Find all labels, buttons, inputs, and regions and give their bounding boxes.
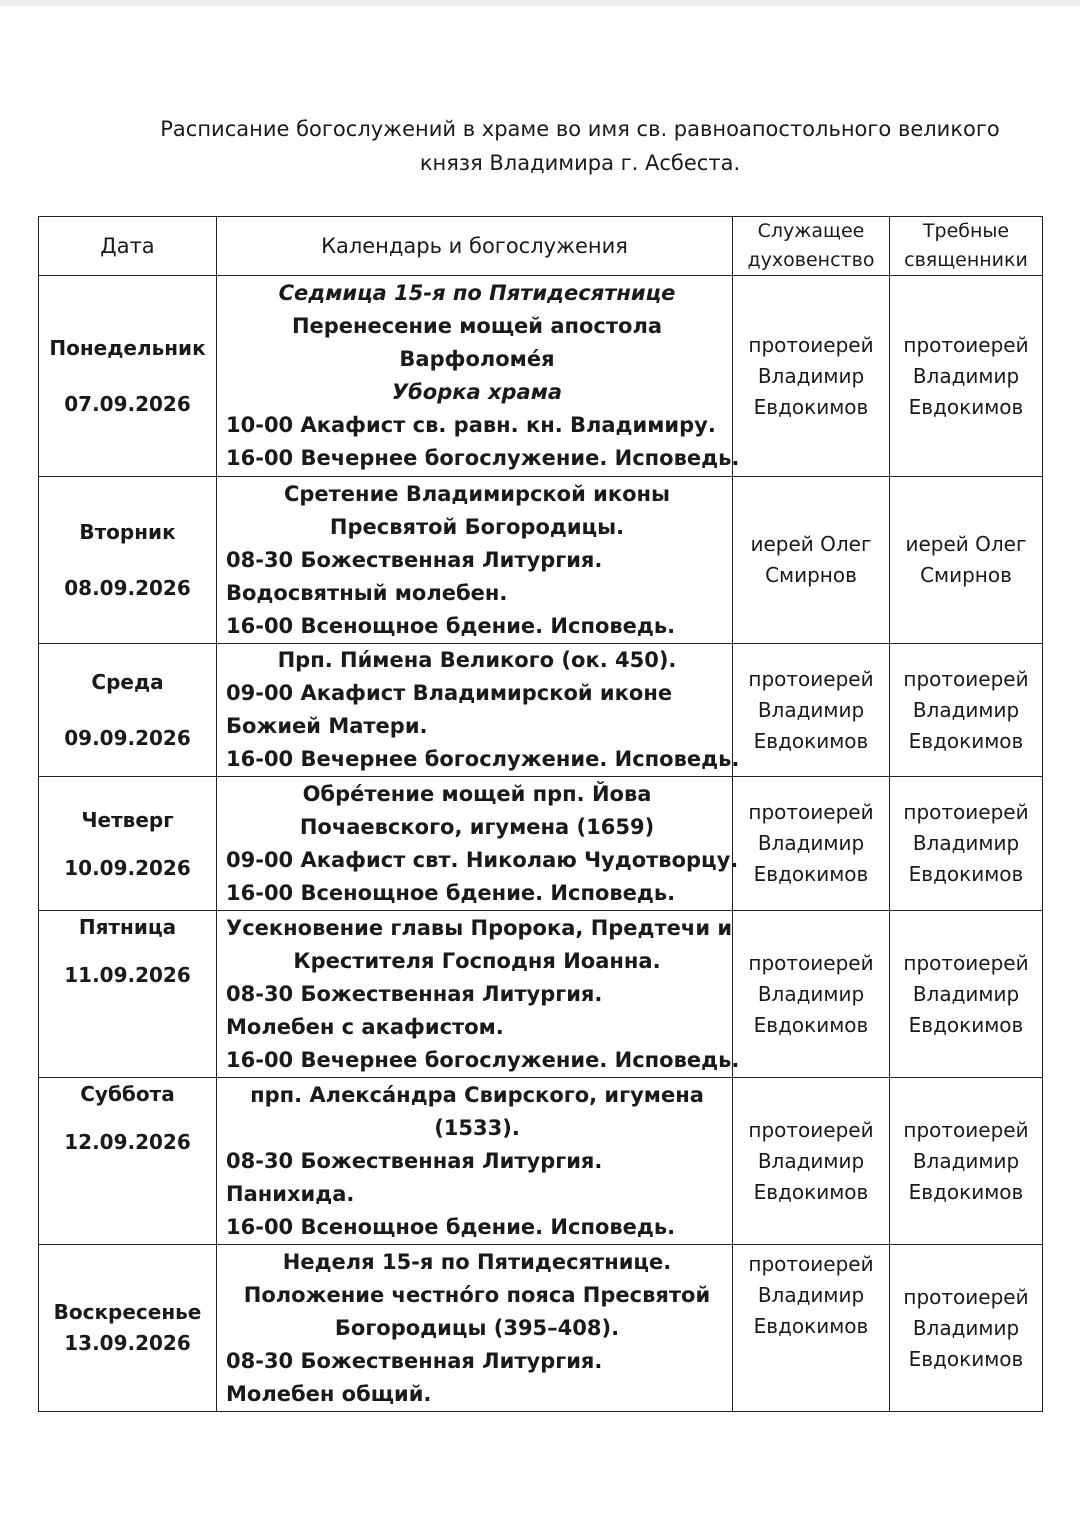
clergy-line: Евдокимов — [908, 862, 1024, 886]
clergy-line: Евдокимов — [908, 1012, 1024, 1037]
clergy-line: протоиерей — [748, 666, 874, 691]
day-name: Четверг — [81, 807, 174, 832]
page-title — [60, 112, 1080, 180]
day-name: Воскресенье — [53, 1300, 202, 1324]
date-cell — [39, 777, 217, 911]
day-name: Пятница — [78, 915, 177, 939]
header-treb — [890, 217, 1043, 276]
calendar-line: Крестителя Господня Иоанна. — [293, 948, 661, 973]
treb-clergy-cell — [890, 911, 1043, 1078]
header-date: Дата — [39, 217, 217, 276]
calendar-cell — [217, 911, 740, 1078]
clergy-line: Евдокимов — [753, 1012, 869, 1037]
header-serving-line-2: духовенство — [747, 249, 875, 271]
clergy-line: Владимир — [912, 363, 1020, 388]
date-cell — [39, 477, 217, 644]
clergy-line: Евдокимов — [753, 862, 869, 886]
clergy-line: Владимир — [912, 1148, 1020, 1173]
service-line: 16-00 Всенощное бдение. Исповедь. — [226, 880, 676, 905]
day-name: Вторник — [79, 520, 176, 544]
table-row — [39, 276, 1043, 477]
treb-clergy-cell — [890, 477, 1043, 644]
title-line-1: Расписание богослужений в храме во имя св. равноапостольного великого — [160, 117, 1000, 141]
service-line: 16-00 Всенощное бдение. Исповедь. — [226, 613, 676, 638]
clergy-line: протоиерей — [748, 950, 874, 975]
serving-clergy-cell — [733, 477, 890, 644]
clergy-line: Владимир — [757, 1283, 865, 1307]
clergy-line: протоиерей — [748, 1252, 874, 1276]
calendar-line: Обре́тение мощей прп. Йова — [302, 781, 652, 806]
calendar-line: Усекновение главы Пророка, Предтечи и — [226, 915, 733, 940]
clergy-line: протоиерей — [903, 1117, 1029, 1142]
calendar-line: (1533). — [434, 1115, 520, 1140]
day-name: Понедельник — [49, 336, 206, 360]
clergy-line: Евдокимов — [753, 728, 869, 753]
date-cell — [39, 276, 217, 477]
calendar-line: Почаевского, игумена (1659) — [299, 814, 655, 839]
service-line: Молебен с акафистом. — [226, 1014, 504, 1039]
service-line: 09-00 Акафист Владимирской иконе — [226, 681, 673, 705]
date-value: 07.09.2026 — [64, 392, 191, 416]
calendar-cell — [217, 276, 740, 477]
calendar-line: Неделя 15-я по Пятидесятнице. — [282, 1249, 672, 1274]
service-line: 10-00 Акафист св. равн. кн. Владимиру. — [226, 413, 716, 437]
table-row — [39, 477, 1043, 644]
date-value: 09.09.2026 — [64, 726, 191, 750]
service-line: Панихида. — [226, 1181, 355, 1206]
calendar-line: Седмица 15-я по Пятидесятнице — [278, 281, 676, 305]
clergy-line: Владимир — [757, 697, 865, 722]
calendar-line: Прп. Пи́мена Великого (ок. 450). — [277, 648, 677, 672]
clergy-line: Смирнов — [765, 563, 857, 587]
calendar-line: Варфоломе́я — [399, 347, 555, 371]
calendar-line: Сретение Владимирской иконы — [283, 481, 671, 506]
service-line: Молебен общий. — [226, 1381, 432, 1406]
clergy-line: иерей Олег — [905, 532, 1027, 556]
top-strip — [0, 0, 1080, 6]
day-name: Суббота — [80, 1082, 175, 1106]
service-line: 16-00 Вечернее богослужение. Исповедь. — [226, 1047, 740, 1072]
date-cell — [39, 911, 217, 1078]
table-row — [39, 644, 1043, 777]
service-line: Водосвятный молебен. — [226, 580, 508, 605]
date-cell — [39, 1078, 217, 1245]
clergy-line: Владимир — [912, 831, 1020, 855]
calendar-cell — [217, 1078, 733, 1245]
header-row — [39, 217, 1043, 276]
service-line: 08-30 Божественная Литургия. — [226, 1348, 603, 1373]
date-value: 11.09.2026 — [64, 963, 191, 987]
serving-clergy-cell — [733, 276, 890, 477]
service-line: 08-30 Божественная Литургия. — [226, 981, 603, 1006]
header-serving-line-1: Служащее — [757, 220, 865, 242]
table-row — [39, 777, 1043, 911]
date-value: 10.09.2026 — [64, 855, 191, 880]
calendar-line: Богородицы (395–408). — [334, 1315, 620, 1340]
service-line: 16-00 Вечернее богослужение. Исповедь. — [226, 747, 740, 771]
clergy-line: протоиерей — [903, 666, 1029, 691]
header-serving — [733, 217, 890, 276]
title-line-2: князя Владимира г. Асбеста. — [419, 151, 741, 175]
clergy-line: Евдокимов — [753, 1314, 869, 1338]
date-cell — [39, 1245, 217, 1412]
header-treb-line-2: священники — [904, 249, 1028, 271]
service-line: 16-00 Вечернее богослужение. Исповедь. — [226, 446, 740, 470]
clergy-line: протоиерей — [748, 1117, 874, 1142]
serving-clergy-cell — [733, 644, 890, 777]
clergy-line: Владимир — [912, 1315, 1020, 1340]
clergy-line: Владимир — [757, 831, 865, 855]
table-row — [39, 911, 1043, 1078]
clergy-line: Владимир — [757, 363, 865, 388]
clergy-line: протоиерей — [903, 1284, 1029, 1309]
treb-clergy-cell — [890, 777, 1043, 911]
service-line: 16-00 Всенощное бдение. Исповедь. — [226, 1214, 676, 1239]
clergy-line: Владимир — [912, 981, 1020, 1006]
calendar-line: Пресвятой Богородицы. — [329, 514, 625, 539]
clergy-line: протоиерей — [903, 800, 1029, 824]
clergy-line: Владимир — [757, 1148, 865, 1173]
day-name: Среда — [91, 670, 164, 694]
date-value: 12.09.2026 — [64, 1130, 191, 1154]
calendar-line: Перенесение мощей апостола — [291, 314, 663, 338]
date-value: 13.09.2026 — [64, 1331, 191, 1355]
clergy-line: протоиерей — [748, 332, 874, 357]
calendar-line: Уборка храма — [391, 380, 563, 404]
serving-clergy-cell — [733, 777, 890, 911]
clergy-line: Смирнов — [920, 563, 1012, 587]
service-line: 08-30 Божественная Литургия. — [226, 547, 603, 572]
calendar-line: Положение честно́го пояса Пресвятой — [243, 1282, 711, 1307]
clergy-line: Евдокимов — [908, 1179, 1024, 1204]
calendar-cell — [217, 1245, 733, 1412]
clergy-line: Евдокимов — [753, 1179, 869, 1204]
clergy-line: иерей Олег — [750, 532, 872, 556]
treb-clergy-cell — [890, 644, 1043, 777]
date-value: 08.09.2026 — [64, 576, 191, 600]
service-line: 09-00 Акафист свт. Николаю Чудотворцу. — [226, 847, 739, 872]
clergy-line: протоиерей — [903, 950, 1029, 975]
calendar-line: прп. Алекса́ндра Свирского, игумена — [250, 1082, 704, 1107]
calendar-cell — [217, 477, 733, 644]
header-calendar: Календарь и богослужения — [217, 217, 733, 276]
clergy-line: Владимир — [912, 697, 1020, 722]
clergy-line: Евдокимов — [908, 1346, 1024, 1371]
serving-clergy-cell — [733, 1245, 890, 1412]
date-cell — [39, 644, 217, 777]
treb-clergy-cell — [890, 276, 1043, 477]
clergy-line: Евдокимов — [908, 394, 1024, 419]
schedule-table — [38, 216, 1043, 1412]
calendar-cell — [217, 644, 740, 777]
table-row — [39, 1245, 1043, 1412]
serving-clergy-cell — [733, 911, 890, 1078]
treb-clergy-cell — [890, 1245, 1043, 1412]
treb-clergy-cell — [890, 1078, 1043, 1245]
header-treb-line-1: Требные — [922, 220, 1010, 242]
clergy-line: Евдокимов — [753, 394, 869, 419]
service-line: Божией Матери. — [226, 714, 428, 738]
calendar-cell — [217, 777, 739, 911]
clergy-line: Евдокимов — [908, 728, 1024, 753]
table-row — [39, 1078, 1043, 1245]
serving-clergy-cell — [733, 1078, 890, 1245]
clergy-line: протоиерей — [903, 332, 1029, 357]
clergy-line: Владимир — [757, 981, 865, 1006]
service-line: 08-30 Божественная Литургия. — [226, 1148, 603, 1173]
clergy-line: протоиерей — [748, 800, 874, 824]
